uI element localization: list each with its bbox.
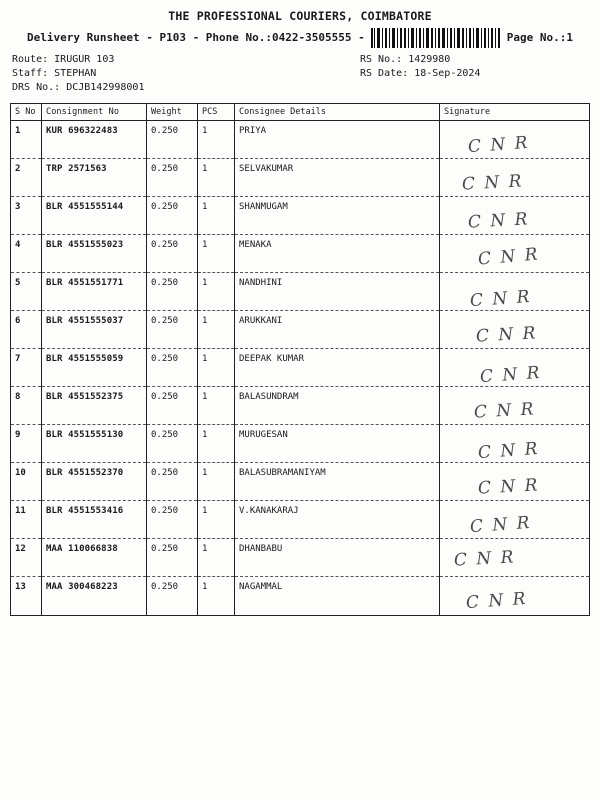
- signature-mark: C N R: [467, 209, 530, 233]
- cell-pcs: 1: [198, 463, 235, 501]
- cell-pcs: 1: [198, 121, 235, 159]
- cell-weight: 0.250: [147, 387, 198, 425]
- subtitle-left-text: Delivery Runsheet - P103 - Phone No.:0422-3505555 -: [27, 30, 365, 44]
- cell-consignment: BLR 4551555144: [42, 197, 147, 235]
- cell-signature[interactable]: [440, 159, 590, 197]
- table-row: [11, 121, 589, 159]
- cell-weight: 0.250: [147, 425, 198, 463]
- signature-mark: C N R: [477, 244, 541, 270]
- cell-weight: 0.250: [147, 311, 198, 349]
- cell-signature[interactable]: [440, 577, 590, 615]
- meta-right-column: [360, 53, 480, 81]
- cell-pcs: 1: [198, 425, 235, 463]
- cell-consignment: BLR 4551555037: [42, 311, 147, 349]
- signature-mark: C N R: [469, 512, 533, 538]
- cell-consignee: NAGAMMAL: [235, 577, 440, 615]
- cell-signature[interactable]: [440, 539, 590, 577]
- cell-sno: 7: [11, 349, 42, 387]
- cell-weight: 0.250: [147, 159, 198, 197]
- page-number-text: Page No.:1: [506, 30, 573, 44]
- meta-left-column: [12, 53, 144, 95]
- table-row: [11, 159, 589, 197]
- signature-mark: C N R: [479, 362, 543, 388]
- cell-weight: 0.250: [147, 577, 198, 615]
- cell-consignment: MAA 110066838: [42, 539, 147, 577]
- cell-signature[interactable]: [440, 273, 590, 311]
- table-row: [11, 577, 589, 615]
- table-row: [11, 273, 589, 311]
- signature-mark: C N R: [469, 286, 533, 312]
- signature-mark: C N R: [453, 547, 516, 571]
- column-header-weight: Weight: [147, 104, 198, 121]
- table-row: [11, 311, 589, 349]
- cell-consignment: BLR 4551552375: [42, 387, 147, 425]
- cell-pcs: 1: [198, 501, 235, 539]
- table-row: [11, 235, 589, 273]
- column-header-consignment: Consignment No: [42, 104, 147, 121]
- column-header-consignee: Consignee Details: [235, 104, 440, 121]
- document-subtitle: [0, 27, 600, 47]
- staff-value: STEPHAN: [54, 68, 97, 79]
- cell-consignment: BLR 4551552370: [42, 463, 147, 501]
- staff-label: Staff:: [12, 68, 49, 79]
- runsheet-table-container: [10, 103, 590, 616]
- cell-pcs: 1: [198, 159, 235, 197]
- cell-consignment: BLR 4551551771: [42, 273, 147, 311]
- cell-sno: 10: [11, 463, 42, 501]
- cell-consignee: V.KANAKARAJ: [235, 501, 440, 539]
- cell-consignee: DHANBABU: [235, 539, 440, 577]
- cell-pcs: 1: [198, 235, 235, 273]
- cell-consignee: SHANMUGAM: [235, 197, 440, 235]
- cell-consignment: BLR 4551555130: [42, 425, 147, 463]
- cell-sno: 11: [11, 501, 42, 539]
- cell-weight: 0.250: [147, 197, 198, 235]
- cell-sno: 8: [11, 387, 42, 425]
- cell-weight: 0.250: [147, 235, 198, 273]
- table-row: [11, 425, 589, 463]
- cell-sno: 6: [11, 311, 42, 349]
- cell-consignee: BALASUNDRAM: [235, 387, 440, 425]
- cell-pcs: 1: [198, 349, 235, 387]
- cell-sno: 4: [11, 235, 42, 273]
- rs-date-label: RS Date:: [360, 68, 409, 79]
- rs-no-row: [360, 53, 480, 67]
- table-row: [11, 463, 589, 501]
- table-row: [11, 197, 589, 235]
- signature-mark: C N R: [473, 399, 536, 423]
- cell-sno: 5: [11, 273, 42, 311]
- table-row: [11, 539, 589, 577]
- cell-weight: 0.250: [147, 349, 198, 387]
- page-title: THE PROFESSIONAL COURIERS, COIMBATORE: [168, 9, 432, 23]
- cell-consignment: BLR 4551555059: [42, 349, 147, 387]
- cell-sno: 2: [11, 159, 42, 197]
- cell-signature[interactable]: [440, 349, 590, 387]
- document-meta: [0, 53, 600, 99]
- cell-consignee: PRIYA: [235, 121, 440, 159]
- cell-consignment: BLR 4551555023: [42, 235, 147, 273]
- cell-pcs: 1: [198, 539, 235, 577]
- signature-mark: C N R: [477, 475, 540, 499]
- signature-mark: C N R: [467, 132, 531, 158]
- cell-signature[interactable]: [440, 501, 590, 539]
- cell-weight: 0.250: [147, 501, 198, 539]
- cell-sno: 9: [11, 425, 42, 463]
- signature-mark: C N R: [475, 323, 538, 347]
- cell-signature[interactable]: [440, 387, 590, 425]
- cell-consignee: DEEPAK KUMAR: [235, 349, 440, 387]
- rs-no-label: RS No.:: [360, 54, 403, 65]
- signature-mark: C N R: [461, 171, 524, 195]
- cell-pcs: 1: [198, 387, 235, 425]
- cell-consignee: ARUKKANI: [235, 311, 440, 349]
- cell-pcs: 1: [198, 311, 235, 349]
- cell-weight: 0.250: [147, 121, 198, 159]
- cell-signature[interactable]: [440, 235, 590, 273]
- table-row: [11, 387, 589, 425]
- table-body: [11, 121, 589, 615]
- cell-pcs: 1: [198, 577, 235, 615]
- column-header-pcs: PCS: [198, 104, 235, 121]
- cell-weight: 0.250: [147, 463, 198, 501]
- cell-weight: 0.250: [147, 539, 198, 577]
- signature-mark: C N R: [477, 438, 541, 464]
- rs-no-value: 1429980: [408, 54, 451, 65]
- drs-value: DCJB142998001: [66, 82, 145, 93]
- cell-consignee: BALASUBRAMANIYAM: [235, 463, 440, 501]
- table-header-row: [11, 104, 589, 121]
- cell-sno: 3: [11, 197, 42, 235]
- route-label: Route:: [12, 54, 49, 65]
- cell-consignee: MENAKA: [235, 235, 440, 273]
- rs-date-value: 18-Sep-2024: [414, 68, 481, 79]
- cell-signature[interactable]: [440, 197, 590, 235]
- cell-consignee: NANDHINI: [235, 273, 440, 311]
- cell-signature[interactable]: [440, 311, 590, 349]
- rs-date-row: [360, 67, 480, 81]
- table-row: [11, 349, 589, 387]
- staff-row: [12, 67, 144, 81]
- cell-weight: 0.250: [147, 273, 198, 311]
- drs-row: [12, 81, 144, 95]
- cell-sno: 1: [11, 121, 42, 159]
- cell-consignment: TRP 2571563: [42, 159, 147, 197]
- table-header: [11, 104, 589, 121]
- cell-sno: 13: [11, 577, 42, 615]
- cell-signature[interactable]: [440, 425, 590, 463]
- column-header-sno: S No: [11, 104, 42, 121]
- barcode-image: [371, 28, 501, 48]
- runsheet-table: [11, 104, 589, 615]
- cell-pcs: 1: [198, 197, 235, 235]
- route-row: [12, 53, 144, 67]
- cell-consignment: BLR 4551553416: [42, 501, 147, 539]
- column-header-signature: Signature: [440, 104, 590, 121]
- cell-consignment: MAA 300468223: [42, 577, 147, 615]
- cell-consignee: MURUGESAN: [235, 425, 440, 463]
- cell-signature[interactable]: [440, 463, 590, 501]
- cell-pcs: 1: [198, 273, 235, 311]
- cell-signature[interactable]: [440, 121, 590, 159]
- drs-label: DRS No.:: [12, 82, 61, 93]
- cell-consignment: KUR 696322483: [42, 121, 147, 159]
- route-value: IRUGUR 103: [54, 54, 115, 65]
- table-row: [11, 501, 589, 539]
- signature-mark: C N R: [465, 588, 529, 614]
- cell-consignee: SELVAKUMAR: [235, 159, 440, 197]
- cell-sno: 12: [11, 539, 42, 577]
